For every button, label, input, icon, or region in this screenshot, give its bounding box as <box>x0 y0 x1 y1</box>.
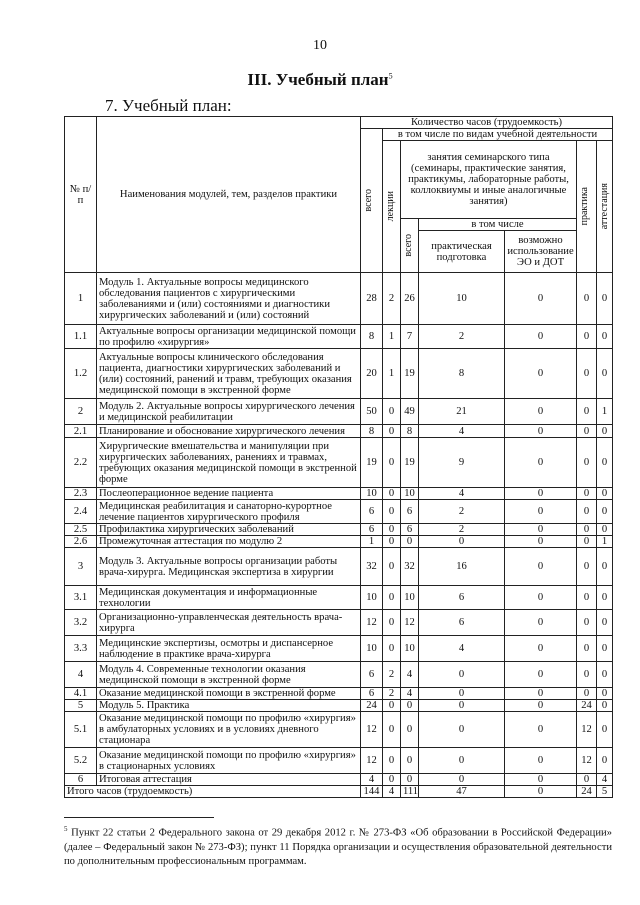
table-row <box>65 610 613 636</box>
cell-total: 6 <box>361 688 383 700</box>
cell-lectures: 0 <box>383 438 401 488</box>
header-name: Наименования модулей, тем, разделов практики <box>97 117 361 273</box>
table-row <box>65 700 613 712</box>
cell-num: 5.2 <box>65 748 97 774</box>
cell-seminar-total: 10 <box>401 636 419 662</box>
cell-seminar-total: 10 <box>401 586 419 610</box>
cell-seminar-total: 26 <box>401 273 419 325</box>
cell-practice: 0 <box>577 500 597 524</box>
cell-lectures: 1 <box>383 349 401 399</box>
cell-attestation: 0 <box>597 349 613 399</box>
header-incl: в том числе <box>419 219 577 231</box>
total-label: Итого часов (трудоемкость) <box>65 786 361 798</box>
cell-name: Итоговая аттестация <box>97 774 361 786</box>
cell-practical-training: 0 <box>419 662 505 688</box>
cell-num: 2.1 <box>65 425 97 438</box>
cell-practice: 0 <box>577 438 597 488</box>
cell-total: 4 <box>361 774 383 786</box>
cell-name: Модуль 1. Актуальные вопросы медицинского обследования пациентов с хирургическими заболеваниями и (или) состояниями и диагностики хирургических заболеваний и (или) состояний <box>97 273 361 325</box>
cell-practice: 0 <box>577 349 597 399</box>
cell-practice: 0 <box>577 636 597 662</box>
cell-lectures: 2 <box>383 688 401 700</box>
cell-practice: 0 <box>577 524 597 536</box>
cell-lectures: 1 <box>383 325 401 349</box>
footnote <box>64 822 612 869</box>
cell-attestation: 0 <box>597 548 613 586</box>
cell-num: 2.6 <box>65 536 97 548</box>
cell-lectures: 0 <box>383 700 401 712</box>
cell-seminar-total: 0 <box>401 712 419 748</box>
cell-eo-dot: 0 <box>505 500 577 524</box>
table-row <box>65 425 613 438</box>
cell-attestation: 0 <box>597 748 613 774</box>
cell-practice: 0 <box>577 548 597 586</box>
cell-name: Медицинские экспертизы, осмотры и диспансерное наблюдение в практике врача-хирурга <box>97 636 361 662</box>
cell-total: 20 <box>361 349 383 399</box>
cell-total: 32 <box>361 548 383 586</box>
cell-practice: 0 <box>577 536 597 548</box>
cell-total: 10 <box>361 586 383 610</box>
cell-total: 6 <box>361 662 383 688</box>
cell-total: 8 <box>361 325 383 349</box>
cell-name: Модуль 4. Современные технологии оказания медицинской помощи в экстренной форме <box>97 662 361 688</box>
cell-practical-training: 0 <box>419 774 505 786</box>
cell-attestation: 1 <box>597 399 613 425</box>
cell-num: 2.4 <box>65 500 97 524</box>
cell-eo-dot: 0 <box>505 425 577 438</box>
cell-eo-dot: 0 <box>505 399 577 425</box>
cell-name: Модуль 3. Актуальные вопросы организации работы врача-хирурга. Медицинская экспертиза в хирургии <box>97 548 361 586</box>
cell-total: 8 <box>361 425 383 438</box>
cell-seminar-total: 0 <box>401 774 419 786</box>
cell-attestation: 0 <box>597 488 613 500</box>
cell-num: 5 <box>65 700 97 712</box>
cell-num: 2 <box>65 399 97 425</box>
cell-name: Послеоперационное ведение пациента <box>97 488 361 500</box>
section-title <box>0 70 640 90</box>
cell-attestation: 0 <box>597 610 613 636</box>
header-attestation: аттестация <box>597 141 613 273</box>
table-row <box>65 488 613 500</box>
cell-practical-training: 47 <box>419 786 505 798</box>
cell-practical-training: 4 <box>419 425 505 438</box>
cell-name: Модуль 5. Практика <box>97 700 361 712</box>
cell-practice: 0 <box>577 273 597 325</box>
table-row <box>65 636 613 662</box>
cell-practical-training: 2 <box>419 500 505 524</box>
table-row <box>65 748 613 774</box>
cell-practice: 0 <box>577 774 597 786</box>
section-title-text: III. Учебный план <box>247 70 389 89</box>
cell-attestation: 0 <box>597 712 613 748</box>
cell-total: 6 <box>361 524 383 536</box>
cell-lectures: 2 <box>383 662 401 688</box>
cell-total: 1 <box>361 536 383 548</box>
cell-num: 3 <box>65 548 97 586</box>
cell-practice: 0 <box>577 688 597 700</box>
cell-name: Медицинская документация и информационные технологии <box>97 586 361 610</box>
cell-attestation: 0 <box>597 273 613 325</box>
cell-practice: 24 <box>577 700 597 712</box>
cell-num: 2.3 <box>65 488 97 500</box>
cell-total: 12 <box>361 748 383 774</box>
cell-num: 2.2 <box>65 438 97 488</box>
cell-lectures: 0 <box>383 774 401 786</box>
cell-name: Актуальные вопросы организации медицинской помощи по профилю «хирургия» <box>97 325 361 349</box>
table-row <box>65 774 613 786</box>
cell-attestation: 0 <box>597 662 613 688</box>
cell-num: 3.1 <box>65 586 97 610</box>
table-row <box>65 688 613 700</box>
cell-lectures: 0 <box>383 488 401 500</box>
cell-name: Организационно-управленческая деятельность врача-хирурга <box>97 610 361 636</box>
cell-num: 1 <box>65 273 97 325</box>
cell-name: Модуль 2. Актуальные вопросы хирургического лечения и медицинской реабилитации <box>97 399 361 425</box>
cell-seminar-total: 0 <box>401 748 419 774</box>
cell-practice: 0 <box>577 662 597 688</box>
cell-practical-training: 0 <box>419 536 505 548</box>
table-row <box>65 500 613 524</box>
cell-practical-training: 0 <box>419 712 505 748</box>
cell-lectures: 0 <box>383 524 401 536</box>
cell-num: 1.1 <box>65 325 97 349</box>
cell-practical-training: 2 <box>419 524 505 536</box>
cell-eo-dot: 0 <box>505 786 577 798</box>
cell-practical-training: 21 <box>419 399 505 425</box>
cell-lectures: 0 <box>383 548 401 586</box>
cell-eo-dot: 0 <box>505 662 577 688</box>
header-incl-by-type: в том числе по видам учебной деятельности <box>383 129 613 141</box>
cell-practical-training: 0 <box>419 748 505 774</box>
cell-eo-dot: 0 <box>505 586 577 610</box>
footnote-reference: 5 <box>388 71 393 81</box>
header-seminar-total: всего <box>401 219 419 273</box>
cell-eo-dot: 0 <box>505 700 577 712</box>
cell-num: 4 <box>65 662 97 688</box>
cell-practice: 24 <box>577 786 597 798</box>
table-row <box>65 712 613 748</box>
cell-seminar-total: 6 <box>401 524 419 536</box>
cell-num: 2.5 <box>65 524 97 536</box>
cell-lectures: 0 <box>383 712 401 748</box>
cell-name: Промежуточная аттестация по модулю 2 <box>97 536 361 548</box>
curriculum-table <box>64 116 613 798</box>
cell-practice: 0 <box>577 610 597 636</box>
cell-total: 144 <box>361 786 383 798</box>
cell-practice: 0 <box>577 586 597 610</box>
table-row <box>65 586 613 610</box>
cell-practice: 0 <box>577 488 597 500</box>
cell-seminar-total: 49 <box>401 399 419 425</box>
cell-practical-training: 4 <box>419 488 505 500</box>
cell-name: Оказание медицинской помощи по профилю «хирургия» в амбулаторных условиях и в условиях дневного стационара <box>97 712 361 748</box>
cell-lectures: 0 <box>383 610 401 636</box>
cell-total: 28 <box>361 273 383 325</box>
cell-seminar-total: 12 <box>401 610 419 636</box>
cell-total: 24 <box>361 700 383 712</box>
cell-eo-dot: 0 <box>505 349 577 399</box>
cell-eo-dot: 0 <box>505 273 577 325</box>
cell-attestation: 1 <box>597 536 613 548</box>
table-header <box>65 117 613 273</box>
cell-lectures: 0 <box>383 399 401 425</box>
cell-name: Планирование и обоснование хирургического лечения <box>97 425 361 438</box>
cell-total: 10 <box>361 636 383 662</box>
cell-practice: 12 <box>577 748 597 774</box>
cell-practical-training: 8 <box>419 349 505 399</box>
cell-seminar-total: 111 <box>401 786 419 798</box>
header-practical-training: практическая подготовка <box>419 231 505 273</box>
total-row <box>65 786 613 798</box>
cell-seminar-total: 8 <box>401 425 419 438</box>
table-row <box>65 524 613 536</box>
subsection-title: 7. Учебный план: <box>105 96 232 115</box>
cell-name: Оказание медицинской помощи по профилю «хирургия» в стационарных условиях <box>97 748 361 774</box>
cell-seminar-total: 4 <box>401 662 419 688</box>
cell-lectures: 0 <box>383 425 401 438</box>
table-row <box>65 325 613 349</box>
cell-attestation: 0 <box>597 586 613 610</box>
cell-practical-training: 10 <box>419 273 505 325</box>
cell-name: Медицинская реабилитация и санаторно-курортное лечение пациентов хирургического профиля <box>97 500 361 524</box>
cell-practical-training: 6 <box>419 586 505 610</box>
cell-num: 4.1 <box>65 688 97 700</box>
cell-lectures: 0 <box>383 748 401 774</box>
cell-num: 3.3 <box>65 636 97 662</box>
cell-eo-dot: 0 <box>505 712 577 748</box>
cell-lectures: 0 <box>383 500 401 524</box>
page-number: 10 <box>313 38 327 53</box>
cell-attestation: 0 <box>597 438 613 488</box>
cell-eo-dot: 0 <box>505 774 577 786</box>
cell-lectures: 0 <box>383 586 401 610</box>
table-body <box>65 273 613 786</box>
cell-practical-training: 0 <box>419 700 505 712</box>
cell-eo-dot: 0 <box>505 688 577 700</box>
cell-practical-training: 2 <box>419 325 505 349</box>
cell-attestation: 0 <box>597 688 613 700</box>
cell-seminar-total: 7 <box>401 325 419 349</box>
cell-name: Актуальные вопросы клинического обследования пациента, диагностики хирургических заболеваний и (или) состояний, ранений и травм, требующих оказания медицинской помощи в экстренной форме <box>97 349 361 399</box>
cell-num: 6 <box>65 774 97 786</box>
cell-practical-training: 4 <box>419 636 505 662</box>
header-eo-dot: возможно использование ЭО и ДОТ <box>505 231 577 273</box>
cell-practical-training: 9 <box>419 438 505 488</box>
cell-total: 50 <box>361 399 383 425</box>
cell-attestation: 0 <box>597 500 613 524</box>
cell-num: 1.2 <box>65 349 97 399</box>
footnote-text: Пункт 22 статьи 2 Федерального закона от 29 декабря 2012 г. № 273-ФЗ «Об образовании в Российской Федерации» (далее – Федеральный закон № 273-ФЗ); пункт 11 Порядка организации и осуществления образовательной деятельности по дополнительным профессиональным программам. <box>64 827 612 867</box>
cell-eo-dot: 0 <box>505 524 577 536</box>
table-row <box>65 273 613 325</box>
table-row <box>65 349 613 399</box>
cell-practice: 0 <box>577 425 597 438</box>
footnote-separator <box>64 817 214 818</box>
cell-attestation: 0 <box>597 325 613 349</box>
cell-eo-dot: 0 <box>505 636 577 662</box>
cell-seminar-total: 0 <box>401 700 419 712</box>
cell-seminar-total: 19 <box>401 438 419 488</box>
cell-eo-dot: 0 <box>505 438 577 488</box>
cell-seminar-total: 0 <box>401 536 419 548</box>
cell-attestation: 4 <box>597 774 613 786</box>
cell-attestation: 0 <box>597 425 613 438</box>
cell-attestation: 5 <box>597 786 613 798</box>
footnote-mark: 5 <box>64 825 68 833</box>
cell-attestation: 0 <box>597 524 613 536</box>
header-seminar: занятия семинарского типа (семинары, практические занятия, практикумы, лабораторные работы, коллоквиумы и иные аналогичные занятия) <box>401 141 577 219</box>
table-row <box>65 548 613 586</box>
table-row <box>65 662 613 688</box>
cell-seminar-total: 32 <box>401 548 419 586</box>
header-hours: Количество часов (трудоемкость) <box>361 117 613 129</box>
cell-num: 3.2 <box>65 610 97 636</box>
cell-eo-dot: 0 <box>505 610 577 636</box>
cell-practical-training: 0 <box>419 688 505 700</box>
cell-eo-dot: 0 <box>505 488 577 500</box>
cell-total: 12 <box>361 712 383 748</box>
cell-name: Хирургические вмешательства и манипуляции при хирургических заболеваниях, ранениях и травмах, требующих оказания медицинской помощи в экстренной форме <box>97 438 361 488</box>
header-practice: практика <box>577 141 597 273</box>
cell-lectures: 0 <box>383 536 401 548</box>
cell-total: 10 <box>361 488 383 500</box>
cell-eo-dot: 0 <box>505 748 577 774</box>
header-total: всего <box>361 129 383 273</box>
header-lectures: лекции <box>383 141 401 273</box>
cell-total: 12 <box>361 610 383 636</box>
cell-seminar-total: 19 <box>401 349 419 399</box>
cell-eo-dot: 0 <box>505 536 577 548</box>
cell-practice: 12 <box>577 712 597 748</box>
cell-seminar-total: 4 <box>401 688 419 700</box>
cell-attestation: 0 <box>597 700 613 712</box>
cell-num: 5.1 <box>65 712 97 748</box>
cell-name: Оказание медицинской помощи в экстренной форме <box>97 688 361 700</box>
cell-lectures: 0 <box>383 636 401 662</box>
cell-name: Профилактика хирургических заболеваний <box>97 524 361 536</box>
cell-total: 19 <box>361 438 383 488</box>
table-row <box>65 438 613 488</box>
cell-lectures: 2 <box>383 273 401 325</box>
cell-seminar-total: 10 <box>401 488 419 500</box>
cell-practice: 0 <box>577 399 597 425</box>
header-num: № п/п <box>65 117 97 273</box>
table-row <box>65 399 613 425</box>
cell-practical-training: 16 <box>419 548 505 586</box>
cell-eo-dot: 0 <box>505 548 577 586</box>
table-row <box>65 536 613 548</box>
cell-practice: 0 <box>577 325 597 349</box>
cell-total: 6 <box>361 500 383 524</box>
cell-lectures: 4 <box>383 786 401 798</box>
cell-practical-training: 6 <box>419 610 505 636</box>
cell-eo-dot: 0 <box>505 325 577 349</box>
cell-attestation: 0 <box>597 636 613 662</box>
cell-seminar-total: 6 <box>401 500 419 524</box>
